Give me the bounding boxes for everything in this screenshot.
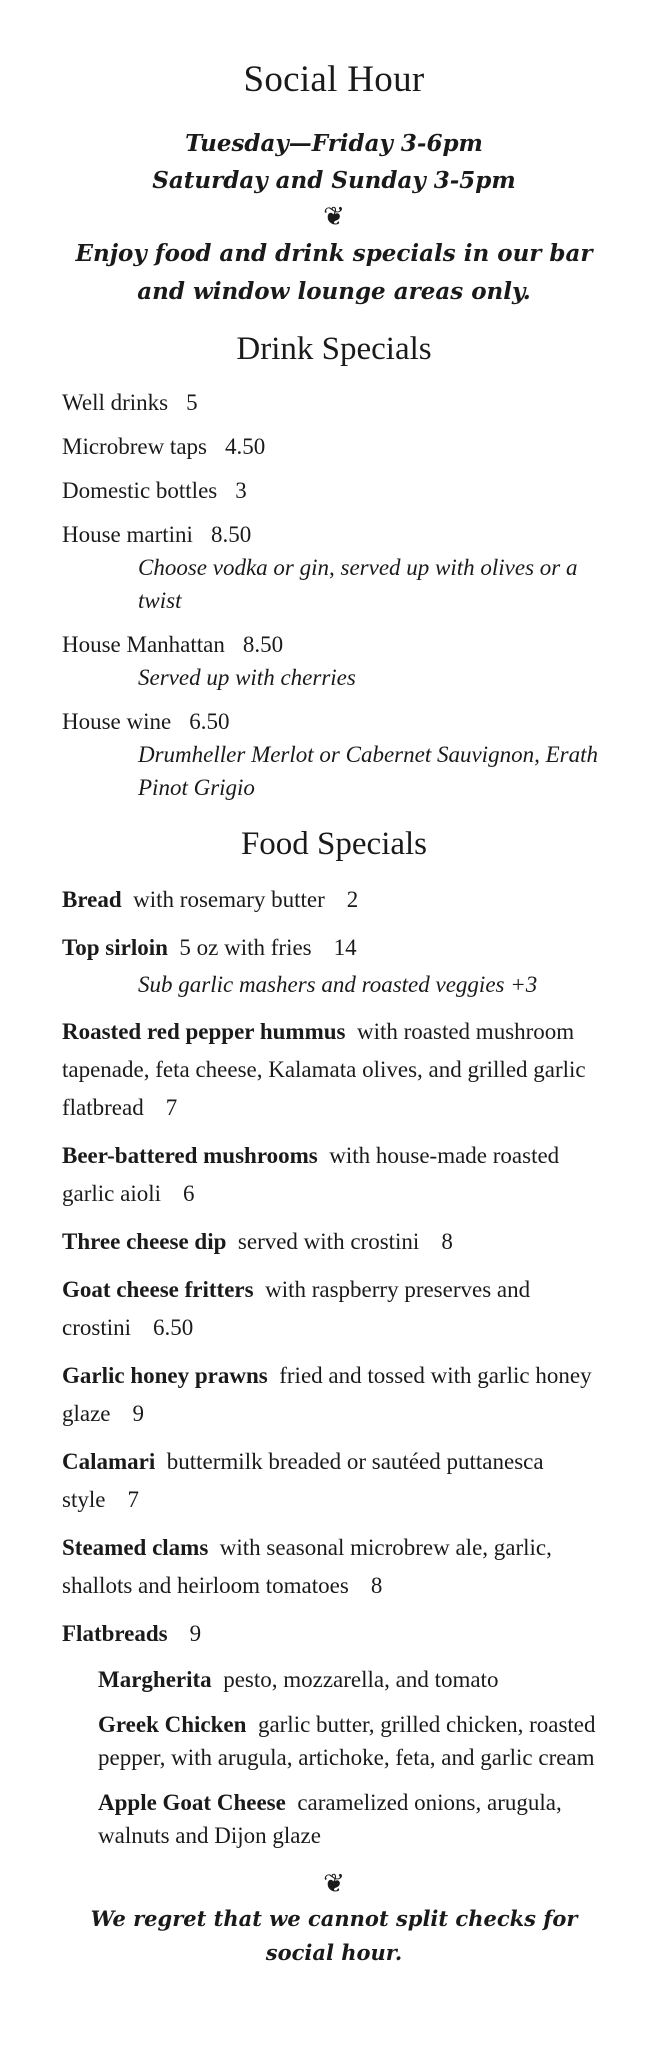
food-item: [62, 929, 606, 1003]
food-desc: with raspberry preserves and crostini: [62, 1277, 531, 1340]
drink-price: 8.50: [210, 522, 252, 547]
food-price: 6.50: [153, 1315, 194, 1340]
tagline-line-1: Enjoy food and drink specials in our bar: [75, 240, 593, 267]
drink-price: 6.50: [189, 709, 230, 734]
food-price: 8: [441, 1229, 453, 1254]
flatbread-item: [62, 1708, 606, 1774]
drink-note: Choose vodka or gin, served up with olives or a twist: [138, 555, 578, 613]
food-name: Beer-battered mushrooms: [62, 1143, 318, 1168]
footer-notice: We regret that we cannot split checks for social hour.: [90, 1906, 578, 1965]
flatbread-desc: caramelized onions, arugula, walnuts and Dijon glaze: [98, 1790, 562, 1848]
drink-specials-heading: Drink Specials: [236, 331, 432, 367]
flatbread-name: Margherita: [98, 1667, 212, 1692]
drink-name: Microbrew taps: [62, 434, 207, 459]
food-list: [62, 881, 606, 1852]
flatbread-name: Greek Chicken: [98, 1712, 247, 1737]
food-name: Top sirloin: [62, 935, 168, 960]
page-title: Social Hour: [243, 59, 425, 100]
food-name: Bread: [62, 887, 122, 912]
food-name: Steamed clams: [62, 1535, 209, 1560]
food-price: 7: [165, 1095, 178, 1120]
drink-note: Drumheller Merlot or Cabernet Sauvignon, Erath Pinot Grigio: [138, 742, 598, 800]
flatbread-item: [62, 1786, 606, 1852]
drink-item: [62, 628, 606, 694]
drink-item: [62, 430, 606, 463]
flatbread-desc: pesto, mozzarella, and tomato: [223, 1667, 499, 1692]
food-desc: fried and tossed with garlic honey glaze: [62, 1363, 592, 1426]
food-price: 2: [346, 887, 359, 912]
drink-name: House Manhattan: [62, 632, 225, 657]
food-item: [62, 1443, 606, 1519]
drink-price: 8.50: [242, 632, 284, 657]
food-price: 8: [370, 1573, 383, 1598]
food-item: [62, 1357, 606, 1433]
food-item-flatbreads: [62, 1615, 606, 1653]
food-note: Sub garlic mashers and roasted veggies +3: [138, 972, 538, 997]
ornament-icon: ❦: [323, 202, 345, 232]
drink-name: Domestic bottles: [62, 478, 218, 503]
food-item: [62, 881, 606, 919]
drink-price: 4.50: [225, 434, 266, 459]
food-name: Goat cheese fritters: [62, 1277, 254, 1302]
footer-ornament-icon: ❦: [323, 1869, 345, 1899]
flatbread-desc: garlic butter, grilled chicken, roasted pepper, with arugula, artichoke, feta, and garlic cream: [98, 1712, 596, 1770]
food-price: 9: [189, 1621, 202, 1646]
food-name: Garlic honey prawns: [62, 1363, 268, 1388]
food-item: [62, 1529, 606, 1605]
food-name: Flatbreads: [62, 1621, 168, 1646]
drink-note: Served up with cherries: [138, 665, 356, 690]
flatbread-name: Apple Goat Cheese: [98, 1790, 286, 1815]
drink-price: 5: [186, 390, 198, 415]
flatbread-item: [62, 1663, 606, 1696]
drink-list: [62, 386, 606, 804]
drink-item: [62, 386, 606, 419]
drink-name: House martini: [62, 522, 193, 547]
drink-item: [62, 474, 606, 507]
hours-block: [62, 125, 606, 199]
food-name: Calamari: [62, 1449, 156, 1474]
food-price: 14: [333, 935, 357, 960]
food-desc: 5 oz with fries: [179, 935, 312, 960]
hours-weekend: Saturday and Sunday 3-5pm: [152, 167, 516, 194]
drink-name: House wine: [62, 709, 172, 734]
food-item: [62, 1137, 606, 1213]
tagline: [62, 235, 606, 311]
drink-item: [62, 705, 606, 804]
food-desc: with seasonal microbrew ale, garlic, shallots and heirloom tomatoes: [62, 1535, 552, 1598]
food-item: [62, 1271, 606, 1347]
food-price: 6: [183, 1181, 195, 1206]
hours-weekday: Tuesday—Friday 3-6pm: [185, 130, 483, 157]
food-item: [62, 1223, 606, 1261]
food-desc: with roasted mushroom tapenade, feta cheese, Kalamata olives, and grilled garlic flatbread: [62, 1019, 586, 1120]
food-desc: served with crostini: [237, 1229, 420, 1254]
drink-item: [62, 518, 606, 617]
food-desc: buttermilk breaded or sautéed puttanesca style: [62, 1449, 544, 1512]
food-item: [62, 1013, 606, 1127]
food-price: 9: [132, 1401, 145, 1426]
food-desc: with house-made roasted garlic aioli: [62, 1143, 560, 1206]
tagline-line-2: and window lounge areas only.: [137, 278, 531, 305]
food-specials-heading: Food Specials: [240, 826, 428, 862]
food-name: Three cheese dip: [62, 1229, 227, 1254]
food-price: 7: [127, 1487, 139, 1512]
drink-name: Well drinks: [62, 390, 169, 415]
food-name: Roasted red pepper hummus: [62, 1019, 346, 1044]
food-desc: with rosemary butter: [133, 887, 325, 912]
drink-price: 3: [235, 478, 247, 503]
